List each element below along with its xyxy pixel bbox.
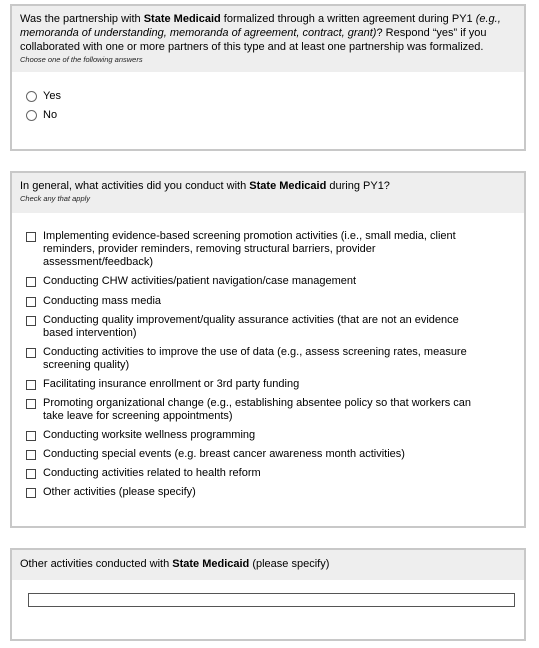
- activity-option[interactable]: [26, 429, 473, 442]
- activity-option[interactable]: [26, 230, 473, 269]
- question-header: [12, 6, 524, 72]
- partner-name: State Medicaid: [143, 13, 221, 25]
- activity-checkbox[interactable]: [26, 380, 36, 390]
- question-header: [12, 173, 524, 213]
- no-radio[interactable]: [26, 110, 37, 121]
- question-text: [20, 557, 516, 571]
- activity-checkbox[interactable]: [26, 232, 36, 242]
- question-text: [20, 12, 510, 54]
- activity-checkbox[interactable]: [26, 399, 36, 409]
- activity-checkbox[interactable]: [26, 488, 36, 498]
- question-text: [20, 179, 516, 193]
- option-label: Implementing evidence-based screening promotion activities (i.e., small media, client reminders, provider reminders, removing structural barriers, provider assessment/feedback): [43, 230, 456, 268]
- activity-checkbox[interactable]: [26, 469, 36, 479]
- activity-option[interactable]: [26, 448, 473, 461]
- yes-radio[interactable]: [26, 91, 37, 102]
- option-label: Conducting activities related to health reform: [43, 467, 261, 479]
- activity-option[interactable]: [26, 467, 473, 480]
- activity-checkbox[interactable]: [26, 431, 36, 441]
- option-label: Conducting quality improvement/quality assurance activities (that are not an evidence based intervention): [43, 314, 459, 339]
- question-text-part: (please specify): [249, 558, 330, 570]
- option-label: Conducting worksite wellness programming: [43, 429, 256, 441]
- activity-checkbox[interactable]: [26, 316, 36, 326]
- activity-option[interactable]: [26, 346, 473, 372]
- question-text-part: Was the partnership with: [20, 13, 144, 25]
- option-no[interactable]: [26, 109, 57, 122]
- option-label: Conducting mass media: [43, 295, 162, 307]
- question-card-formalized: [10, 4, 526, 151]
- option-label: Conducting activities to improve the use of data (e.g., assess screening rates, measure screening quality): [43, 346, 467, 371]
- question-examples: (e.g., memoranda of understanding, memoranda of agreement, contract, grant): [20, 13, 501, 39]
- option-label: Promoting organizational change (e.g., establishing absentee policy so that workers can take leave for screening appointments): [43, 397, 472, 422]
- activity-checkbox[interactable]: [26, 348, 36, 358]
- activity-option[interactable]: [26, 314, 473, 340]
- activity-checkbox[interactable]: [26, 297, 36, 307]
- activity-checkbox[interactable]: [26, 277, 36, 287]
- activity-option[interactable]: [26, 397, 473, 423]
- question-text-part: Other activities conducted with: [20, 558, 173, 570]
- question-hint: Choose one of the following answers: [20, 55, 143, 64]
- partner-name: State Medicaid: [172, 558, 250, 570]
- question-text-part: In general, what activities did you conduct with: [20, 180, 250, 192]
- question-header: [12, 550, 524, 580]
- option-label: No: [43, 109, 58, 121]
- activity-option[interactable]: [26, 486, 473, 499]
- option-label: Facilitating insurance enrollment or 3rd party funding: [43, 378, 300, 390]
- question-hint: Check any that apply: [20, 194, 91, 203]
- option-label: Other activities (please specify): [43, 486, 196, 498]
- other-activities-input[interactable]: [28, 593, 515, 607]
- question-card-other-activities: [10, 548, 526, 641]
- option-label: Conducting CHW activities/patient navigation/case management: [43, 275, 357, 287]
- option-yes[interactable]: [26, 90, 61, 103]
- question-card-activities: [10, 171, 526, 528]
- partner-name: State Medicaid: [249, 180, 327, 192]
- activity-checkbox[interactable]: [26, 450, 36, 460]
- activity-option[interactable]: [26, 378, 473, 391]
- activity-option[interactable]: [26, 295, 473, 308]
- question-text-part: ? Respond “yes” if you collaborated with one or more partners of this type and at least one partnership was formalized.: [20, 27, 487, 53]
- option-label: Conducting special events (e.g. breast cancer awareness month activities): [43, 448, 405, 460]
- question-text-part: formalized through a written agreement during PY1: [220, 13, 476, 25]
- question-text-part: during PY1?: [326, 180, 390, 192]
- option-label: Yes: [43, 90, 61, 102]
- activity-option[interactable]: [26, 275, 473, 288]
